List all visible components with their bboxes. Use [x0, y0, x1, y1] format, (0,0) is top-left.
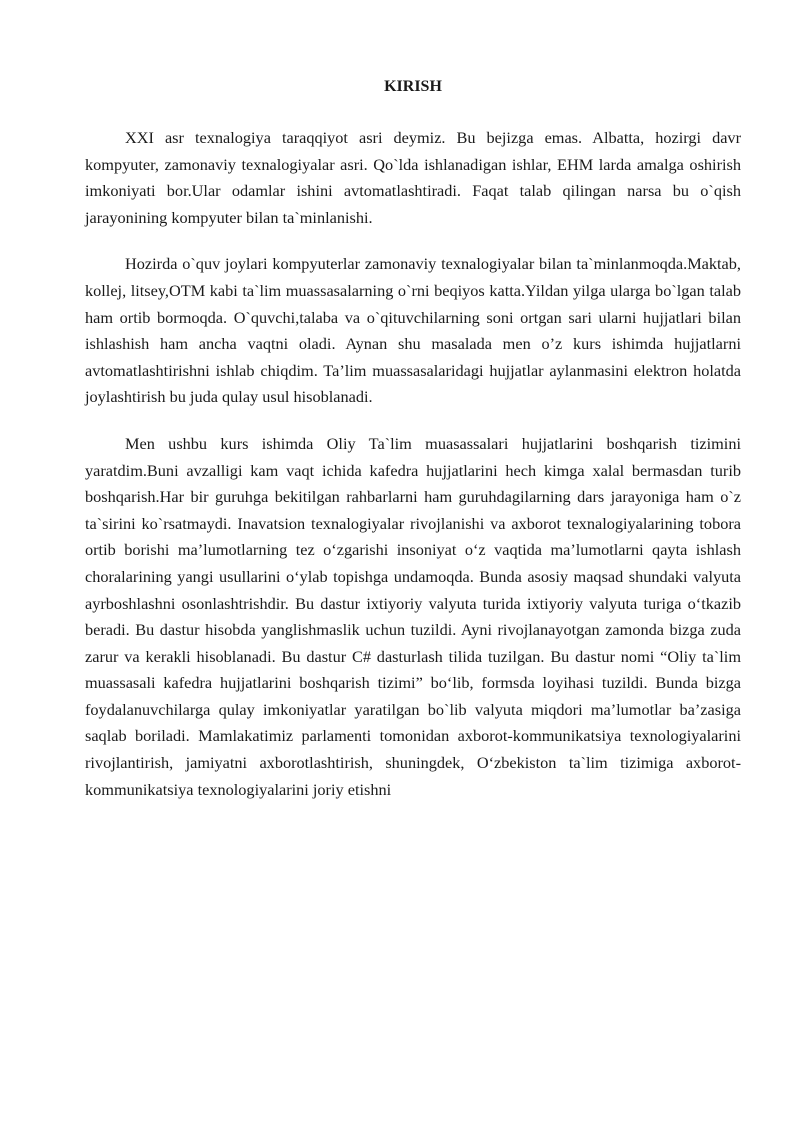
paragraph-education-institutions: Hozirda o`quv joylari kompyuterlar zamonaviy texnalogiyalar bilan ta`minlanmoqda.Maktab, kollej, litsey,OTM kabi ta`lim muassasalarning o`rni beqiyos katta.Yildan yilga ularga bo`lgan talab ham ortib bormoqda. O`quvchi,talaba va o`qituvchilarning soni ortgan sari ularni hujjatlari bilan ishlashish ham ancha vaqtni oladi. Aynan shu masalada men o’z kurs ishimda hujjatlarni avtomatlashtirishni ishlab chiqdim. Ta’lim muassasalaridagi hujjatlar aylanmasini elektron holatda joylashtirish bu juda qulay usul hisoblanadi. [85, 254, 741, 407]
paragraph-intro: XXI asr texnalogiya taraqqiyot asri deymiz. Bu bejizga emas. Albatta, hozirgi davr kompyuter, zamonaviy texnalogiyalar asri. Qo`lda ishlanadigan ishlar, EHM larda amalga oshirish imkoniyati bor.Ular odamlar ishini avtomatlashtiradi. Faqat talab qilingan narsa bu o`qish jarayonining kompyuter bilan ta`minlanishi. [85, 128, 741, 227]
page-title: KIRISH [384, 78, 442, 95]
paragraph-course-work: Men ushbu kurs ishimda Oliy Ta`lim muasassalari hujjatlarini boshqarish tizimini yaratdim.Buni avzalligi kam vaqt ichida kafedra hujjatlarini hech kimga xalal bermasdan turib boshqarish.Har bir guruhga bekitilgan rahbarlarni ham guruhdagilarning dars jarayoniga ham o`z ta`sirini ko`rsatmaydi. Inavatsion texnalogiyalar rivojlanishi va axborot texnalogiyalarining tobora ortib borishi ma’lumotlarning tez o‘zgarishi insoniyat o‘z vaqtida ma’lumotlarni qayta ishlash choralarining yangi usullarini o‘ylab topishga undamoqda. Bunda asosiy maqsad shundaki valyuta ayrboshlashni osonlashtrishdir. Bu dastur ixtiyoriy valyuta turida ixtiyoriy valyuta turiga o‘tkazib beradi. Bu dastur hisobda yanglishmaslik uchun tuzildi. Ayni rivojlanayotgan zamonda bizga zuda zarur va kerakli hisoblanadi. Bu dastur C# dasturlash tilida tuzilgan. Bu dastur nomi “Oliy ta`lim muassasali kafedra hujjatlarini boshqarish tizimi” bo‘lib, formsda loyihasi tuzildi. Bunda bizga foydalanuvchilarga qulay imkoniyatlar yaratilgan bo`lib valyuta miqdori ma’lumotlar ba’zasiga saqlab boriladi. Mamlakatimiz parlamenti tomonidan axborot-kommunikatsiya texnologiyalarini rivojlantirish, jamiyatni axborotlashtirish, shuningdek, O‘zbekiston ta`lim tizimiga axborot-kommunikatsiya texnologiyalarini joriy etishni [85, 433, 741, 799]
document-body [85, 125, 741, 823]
